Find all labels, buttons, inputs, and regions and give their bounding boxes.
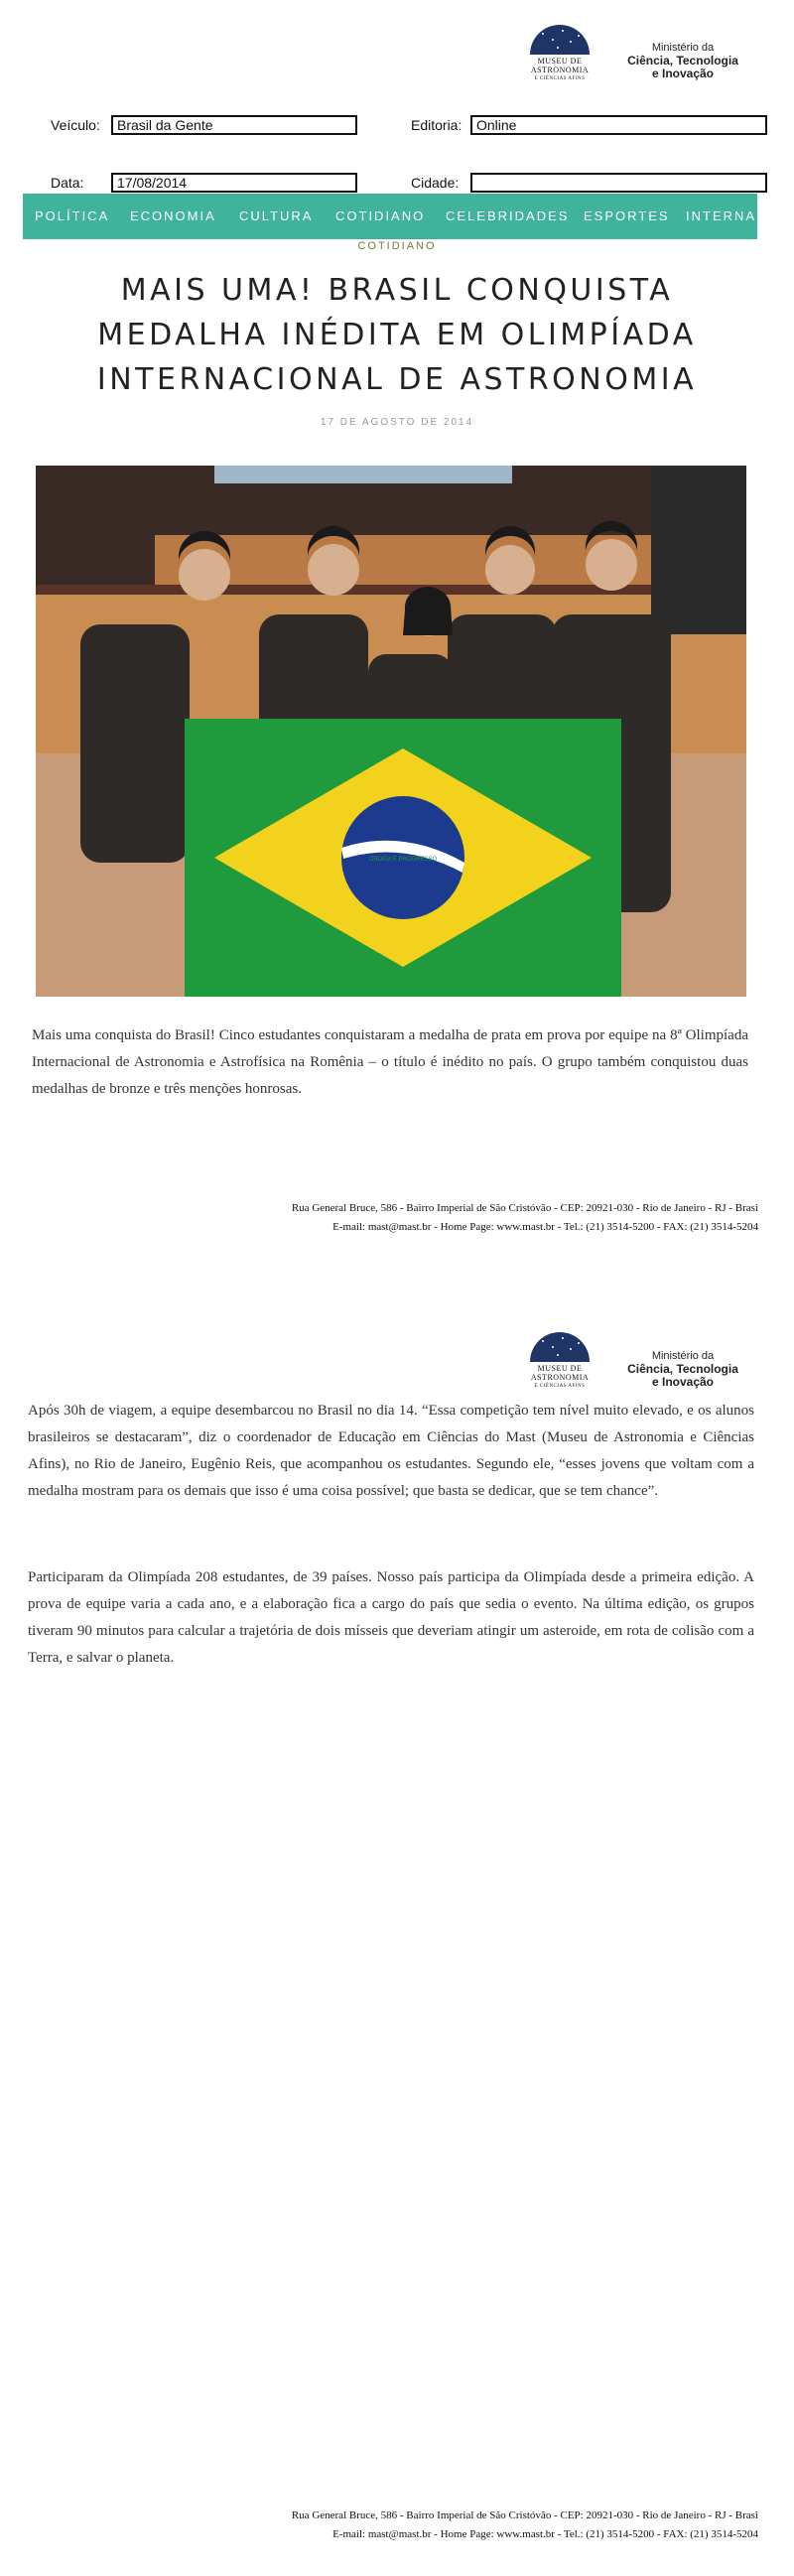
- page-footer-1: Rua General Bruce, 586 - Bairro Imperial de São Cristóvão - CEP: 20921-030 - Rio de Janeiro - RJ - Brasi E-mail: mast@mast.br - Home Page: www.mast.br - Tel.: (21) 3514-5200 - FAX: (21) 3514-5204: [291, 1202, 758, 1233]
- section-label: COTIDIANO: [357, 240, 437, 252]
- ministry-name-page2: Ministério da Ciência, Tecnologia e Inovação: [627, 1350, 738, 1389]
- article-paragraph-2: Após 30h de viagem, a equipe desembarcou no Brasil no dia 14. “Essa competição tem nível muito elevado, e os alunos brasileiros se destacaram”, diz o coordenador de Educação em Ciências do Mast (Museu de Astronomia e Ciências Afins), no Rio de Janeiro, Eugênio Reis, que acompanhou os estudantes. Segundo ele, “esses jovens que voltam com a medalha mostram para os demais que isso é uma coisa possível; que basta se dedicar, que se tem chance”.: [28, 1403, 754, 1499]
- article-date: 17 DE AGOSTO DE 2014: [320, 417, 474, 428]
- observatory-dome-icon: [530, 1332, 590, 1362]
- cidade-field[interactable]: [470, 173, 767, 193]
- museum-name: MUSEU DE ASTRONOMIA E CIÊNCIAS AFINS: [530, 1364, 590, 1389]
- editoria-label: Editoria:: [411, 117, 463, 133]
- nav-item-politica[interactable]: POLÍTICA: [35, 208, 110, 223]
- article-paragraph-3: Participaram da Olimpíada 208 estudantes, de 39 países. Nosso país participa da Olimpíada desde a primeira edição. A prova de equipe varia a cada ano, e a elaboração fica a cargo do país que sedia o evento. Na última edição, os grupos tiveram 90 minutos para calcular a trajetória de dois mísseis que deveriam atingir um asteroide, em rota de colisão com a Terra, e salvar o planeta.: [28, 1569, 754, 1666]
- veiculo-label: Veículo:: [51, 117, 100, 133]
- ministry-name: Ministério da Ciência, Tecnologia e Inovação: [627, 42, 738, 80]
- nav-item-esportes[interactable]: ESPORTES: [584, 208, 670, 223]
- editoria-field[interactable]: Online: [470, 115, 767, 135]
- data-field[interactable]: 17/08/2014: [111, 173, 357, 193]
- cidade-label: Cidade:: [411, 175, 460, 191]
- article-paragraph-1: Mais uma conquista do Brasil! Cinco estudantes conquistaram a medalha de prata em prova por equipe na 8ª Olimpíada Internacional de Astronomia e Astrofísica na Romênia – o título é inédito no país. O grupo também conquistou duas medalhas de bronze e três menções honrosas.: [32, 1027, 748, 1097]
- article-title: MAIS UMA! BRASIL CONQUISTA MEDALHA INÉDITA EM OLIMPÍADA INTERNACIONAL DE ASTRONOMIA: [96, 273, 698, 397]
- page-footer-2: Rua General Bruce, 586 - Bairro Imperial de São Cristóvão - CEP: 20921-030 - Rio de Janeiro - RJ - Brasi E-mail: mast@mast.br - Home Page: www.mast.br - Tel.: (21) 3514-5200 - FAX: (21) 3514-5204: [291, 2509, 758, 2540]
- nav-item-celebridades[interactable]: CELEBRIDADES: [446, 208, 570, 223]
- observatory-dome-icon: [530, 25, 590, 55]
- nav-item-cultura[interactable]: CULTURA: [239, 208, 314, 223]
- veiculo-field[interactable]: Brasil da Gente: [111, 115, 357, 135]
- data-label: Data:: [51, 175, 84, 191]
- nav-item-cotidiano[interactable]: COTIDIANO: [335, 208, 426, 223]
- flag-motto: ORDEM E PROGRESSO: [368, 857, 438, 863]
- museum-name: MUSEU DE ASTRONOMIA E CIÊNCIAS AFINS: [530, 57, 590, 81]
- category-nav: [23, 194, 757, 239]
- nav-item-internacional[interactable]: INTERNA: [686, 208, 757, 223]
- article-photo: [36, 466, 746, 997]
- team-with-flag-photo: [36, 466, 746, 997]
- museum-logo: [526, 25, 594, 92]
- nav-item-economia[interactable]: ECONOMIA: [130, 208, 216, 223]
- museum-logo-page2: [526, 1332, 594, 1400]
